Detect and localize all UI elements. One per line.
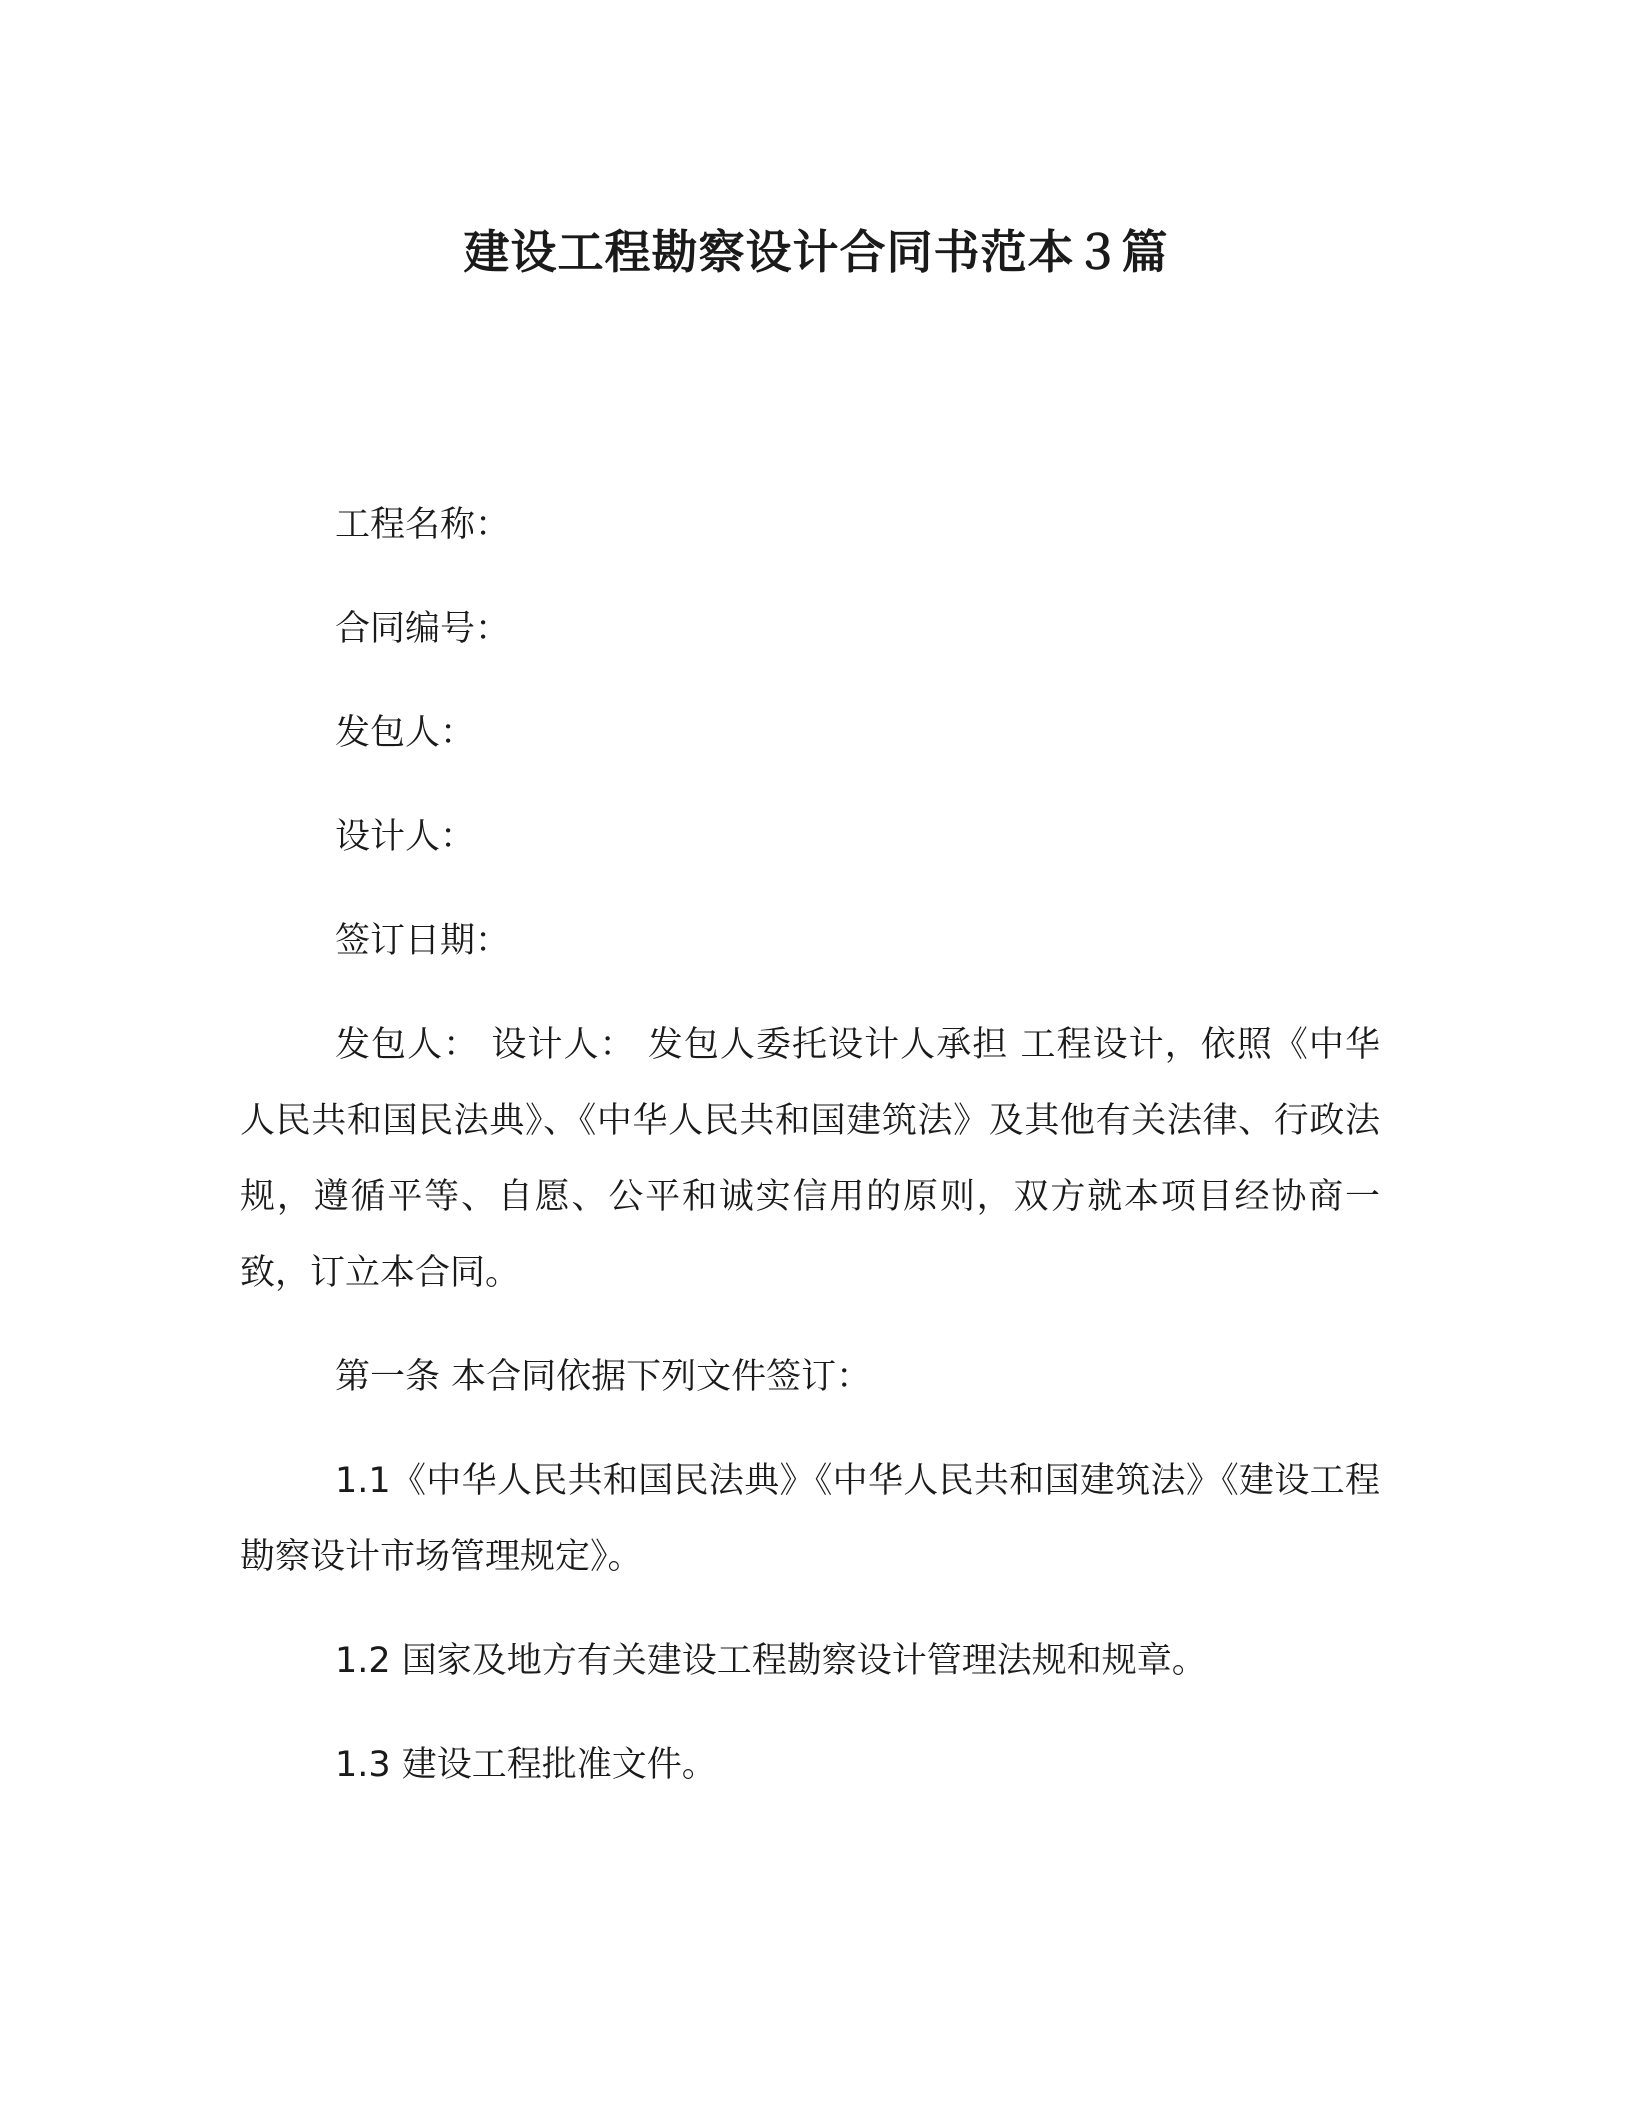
field-contract-number: 合同编号： <box>335 609 511 649</box>
field-designer: 设计人： <box>335 817 476 857</box>
clause-1-1: 1.1《中华人民共和国民法典》《中华人民共和国建筑法》《建设工程勘察设计市场管理规定》。 <box>240 1461 1380 1577</box>
document-body <box>240 487 1380 1831</box>
document-title: 建设工程勘察设计合同书范本３篇 <box>463 225 1169 279</box>
field-employer: 发包人： <box>335 713 476 753</box>
article-one-heading: 第一条 本合同依据下列文件签订： <box>335 1357 872 1397</box>
intro-paragraph: 发包人： 设计人： 发包人委托设计人承担 工程设计，依照《中华人民共和国民法典》、《中华人民共和国建筑法》及其他有关法律、行政法规，遵循平等、自愿、公平和诚实信用的原则，双方就本项目经协商一致，订立本合同。 <box>240 1025 1380 1293</box>
clause-1-2: 1.2 国家及地方有关建设工程勘察设计管理法规和规章。 <box>335 1641 1207 1681</box>
clause-1-3: 1.3 建设工程批准文件。 <box>335 1745 717 1785</box>
field-signing-date: 签订日期： <box>335 921 511 961</box>
field-project-name: 工程名称： <box>335 505 511 545</box>
